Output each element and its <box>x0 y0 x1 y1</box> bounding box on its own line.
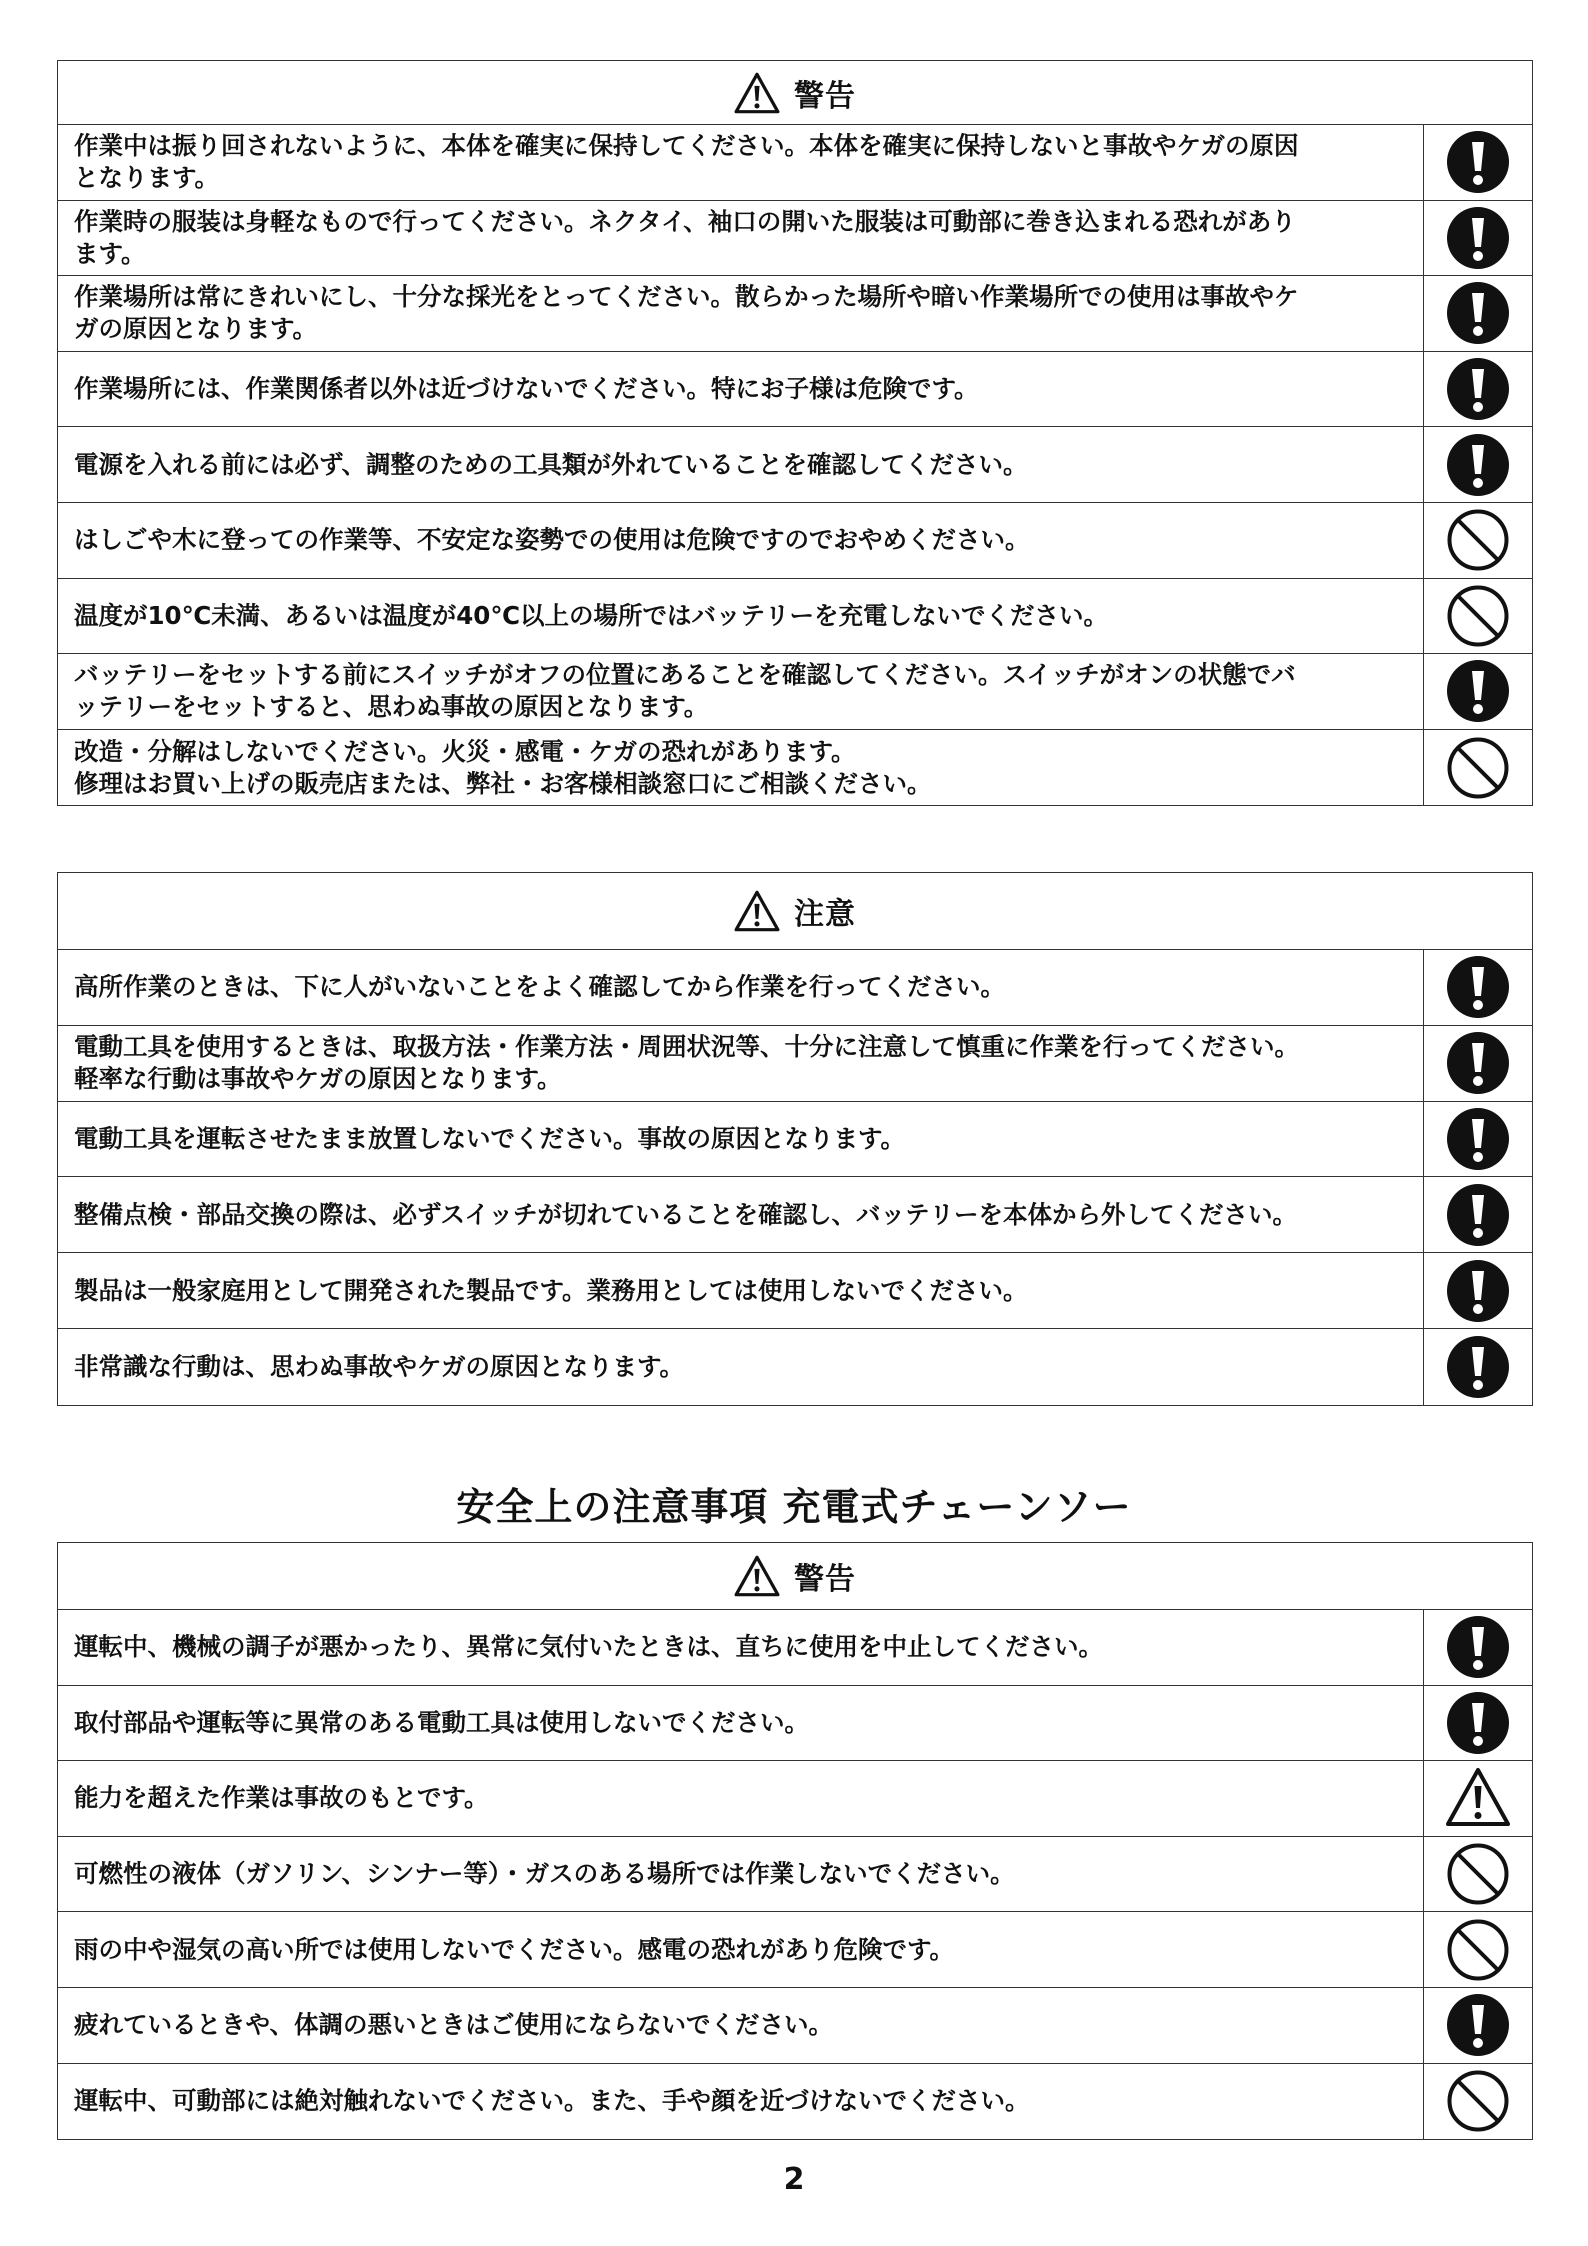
row-text: 運転中、可動部には絶対触れないでください。また、手や顔を近づけないでください。 <box>58 2064 1424 2140</box>
table-row <box>58 730 1532 806</box>
chainsaw-warning-table-rows <box>58 1610 1532 2139</box>
table-row <box>58 1912 1532 1988</box>
exclamation-circle-icon <box>1424 654 1532 729</box>
caution-table-rows <box>58 950 1532 1405</box>
table-row <box>58 1988 1532 2064</box>
prohibition-icon <box>1424 1912 1532 1987</box>
row-text: 製品は一般家庭用として開発された製品です。業務用としては使用しないでください。 <box>58 1253 1424 1328</box>
table-row <box>58 1102 1532 1178</box>
exclamation-circle-icon <box>1424 1329 1532 1405</box>
table-row <box>58 2064 1532 2140</box>
table-row <box>58 427 1532 503</box>
exclamation-circle-icon <box>1424 1610 1532 1685</box>
warning-triangle-icon <box>734 890 788 932</box>
row-text: はしごや木に登っての作業等、不安定な姿勢での使用は危険ですのでおやめください。 <box>58 503 1424 578</box>
row-text: 高所作業のときは、下に人がいないことをよく確認してから作業を行ってください。 <box>58 950 1424 1025</box>
row-text: 改造・分解はしないでください。火災・感電・ケガの恐れがあります。 修理はお買い上げの販売店または、弊社・お客様相談窓口にご相談ください。 <box>58 730 1424 806</box>
row-text: 整備点検・部品交換の際は、必ずスイッチが切れていることを確認し、バッテリーを本体から外してください。 <box>58 1177 1424 1252</box>
row-text: 電源を入れる前には必ず、調整のための工具類が外れていることを確認してください。 <box>58 427 1424 502</box>
prohibition-icon <box>1424 1837 1532 1912</box>
table-row <box>58 1837 1532 1913</box>
row-text: 電動工具を運転させたまま放置しないでください。事故の原因となります。 <box>58 1102 1424 1177</box>
table-row <box>58 1761 1532 1837</box>
row-text: 非常識な行動は、思わぬ事故やケガの原因となります。 <box>58 1329 1424 1405</box>
row-text: 雨の中や湿気の高い所では使用しないでください。感電の恐れがあり危険です。 <box>58 1912 1424 1987</box>
exclamation-circle-icon <box>1424 950 1532 1025</box>
section-title: 安全上の注意事項 充電式チェーンソー <box>456 1485 1132 1529</box>
chainsaw-warning-table <box>57 1542 1533 2140</box>
row-text: 作業中は振り回されないように、本体を確実に保持してください。本体を確実に保持しないと事故やケガの原因 となります。 <box>58 125 1424 200</box>
row-text: 作業場所には、作業関係者以外は近づけないでください。特にお子様は危険です。 <box>58 352 1424 427</box>
table-row <box>58 950 1532 1026</box>
warning-table <box>57 60 1533 806</box>
row-text: 温度が10℃未満、あるいは温度が40℃以上の場所ではバッテリーを充電しないでください。 <box>58 579 1424 654</box>
exclamation-circle-icon <box>1424 1026 1532 1101</box>
row-text: 取付部品や運転等に異常のある電動工具は使用しないでください。 <box>58 1686 1424 1761</box>
page-number: 2 <box>783 2162 805 2197</box>
table-row <box>58 125 1532 201</box>
exclamation-circle-icon <box>1424 1988 1532 2063</box>
table-row <box>58 352 1532 428</box>
row-text: 運転中、機械の調子が悪かったり、異常に気付いたときは、直ちに使用を中止してください。 <box>58 1610 1424 1685</box>
caution-table <box>57 872 1533 1406</box>
caution-table-title: 注意 <box>794 897 856 932</box>
caution-table-header <box>58 873 1532 950</box>
prohibition-icon <box>1424 503 1532 578</box>
row-text: 電動工具を使用するときは、取扱方法・作業方法・周囲状況等、十分に注意して慎重に作業を行ってください。 軽率な行動は事故やケガの原因となります。 <box>58 1026 1424 1101</box>
table-row <box>58 503 1532 579</box>
exclamation-circle-icon <box>1424 125 1532 200</box>
warning-table-rows <box>58 125 1532 805</box>
row-text: 作業場所は常にきれいにし、十分な採光をとってください。散らかった場所や暗い作業場所での使用は事故やケ ガの原因となります。 <box>58 276 1424 351</box>
exclamation-circle-icon <box>1424 1253 1532 1328</box>
prohibition-icon <box>1424 579 1532 654</box>
table-row <box>58 201 1532 277</box>
table-row <box>58 1177 1532 1253</box>
table-row <box>58 276 1532 352</box>
table-row <box>58 1686 1532 1762</box>
table-row <box>58 1026 1532 1102</box>
exclamation-circle-icon <box>1424 352 1532 427</box>
table-row <box>58 1610 1532 1686</box>
warning-table-header <box>58 61 1532 125</box>
table-row <box>58 579 1532 655</box>
table-row <box>58 1253 1532 1329</box>
row-text: 能力を超えた作業は事故のもとです。 <box>58 1761 1424 1836</box>
warning-triangle-icon <box>734 72 788 114</box>
exclamation-circle-icon <box>1424 1177 1532 1252</box>
exclamation-circle-icon <box>1424 1686 1532 1761</box>
row-text: 可燃性の液体（ガソリン、シンナー等）・ガスのある場所では作業しないでください。 <box>58 1837 1424 1912</box>
chainsaw-warning-table-header <box>58 1543 1532 1610</box>
exclamation-circle-icon <box>1424 276 1532 351</box>
warning-triangle-icon <box>734 1555 788 1597</box>
table-row <box>58 1329 1532 1405</box>
prohibition-icon <box>1424 730 1532 806</box>
chainsaw-warning-table-title: 警告 <box>794 1562 856 1597</box>
warning-triangle-icon <box>1424 1761 1532 1836</box>
row-text: バッテリーをセットする前にスイッチがオフの位置にあることを確認してください。スイッチがオンの状態でバ ッテリーをセットすると、思わぬ事故の原因となります。 <box>58 654 1424 729</box>
exclamation-circle-icon <box>1424 427 1532 502</box>
table-row <box>58 654 1532 730</box>
prohibition-icon <box>1424 2064 1532 2140</box>
exclamation-circle-icon <box>1424 1102 1532 1177</box>
exclamation-circle-icon <box>1424 201 1532 276</box>
row-text: 作業時の服装は身軽なもので行ってください。ネクタイ、袖口の開いた服装は可動部に巻き込まれる恐れがあり ます。 <box>58 201 1424 276</box>
warning-table-title: 警告 <box>794 78 856 114</box>
row-text: 疲れているときや、体調の悪いときはご使用にならないでください。 <box>58 1988 1424 2063</box>
